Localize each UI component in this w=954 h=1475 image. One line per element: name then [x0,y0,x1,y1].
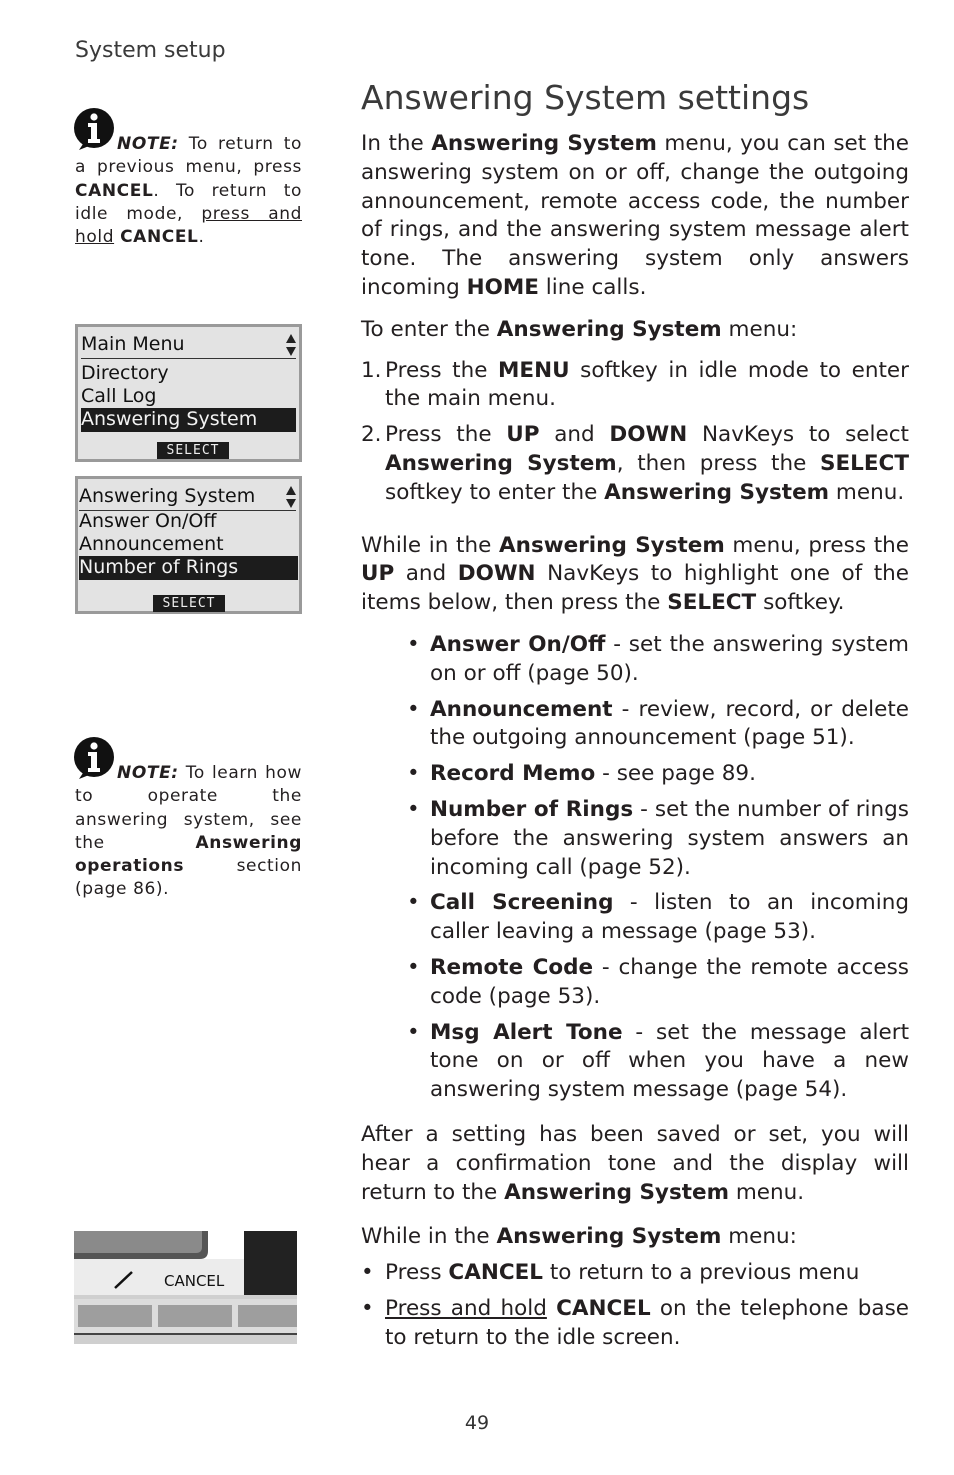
lcd-main-menu [75,324,302,462]
list-item: • Record Memo - see page 89. [407,761,756,787]
lcd-row: Directory [81,362,169,384]
lcd-row: Announcement [79,533,224,555]
lcd-title: Answering System [79,482,296,511]
list-item: • Call Screening - listen to an incoming caller leaving a message (page 53). [407,890,909,945]
lcd-row: Answer On/Off [79,510,217,532]
list-item: • Number of Rings - set the number of rings before the answering system answers an incoming call (page 52). [407,796,909,880]
step-item: 1. Press the MENU softkey in idle mode to enter the main menu. [361,357,909,412]
scroll-arrows-icon [286,334,296,356]
info-icon [73,107,115,151]
lcd-row-selected: Answering System [81,408,296,432]
main-content [361,130,909,1359]
lcd-row-selected: Number of Rings [79,556,298,580]
page-title: Answering System settings [361,78,810,117]
after-paragraph: After a setting has been saved or set, you will hear a confirmation tone and the display will return to the Answering System menu. [361,1121,909,1205]
enter-menu-paragraph: To enter the Answering System menu: [361,316,798,342]
note-answering-operations: NOTE: To learn how to operate the answering system, see the Answering operations section (page 86). [75,762,302,902]
cancel-softkey-label: CANCEL [164,1272,225,1290]
lcd-row: Call Log [81,385,157,407]
scroll-arrows-icon [286,486,296,508]
list-item: • Answer On/Off - set the answering system on or off (page 50). [407,631,910,686]
select-softkey: SELECT [157,442,229,459]
list-item: • Announcement - review, record, or delete the outgoing announcement (page 51). [407,696,909,751]
intro-paragraph: In the Answering System menu, you can set the answering system on or off, change the outgoing announcement, remote access code, the number of rings, and the answering system message alert tone. The answering system only answers incoming HOME line calls. [361,131,910,300]
lcd-answering-system [75,476,302,614]
cancel-list [361,1259,909,1352]
while-paragraph: While in the Answering System menu, press the UP and DOWN NavKeys to highlight one of the items below, then press the SELECT softkey. [361,532,909,616]
note-cancel: NOTE: To return to a previous menu, press CANCEL. To return to idle mode, press and hold CANCEL. [75,133,302,249]
list-item: • Press and hold CANCEL on the telephone base to return to the idle screen. [361,1295,909,1350]
step-item: 2. Press the UP and DOWN NavKeys to select Answering System, then press the SELECT softkey to enter the Answering System menu. [361,422,909,505]
section-label: System setup [75,38,226,63]
list-item: • Press CANCEL to return to a previous menu [361,1260,860,1286]
info-icon [73,736,115,780]
while-menu-paragraph: While in the Answering System menu: [361,1224,797,1250]
telephone-base-illustration [74,1231,297,1344]
list-item: • Msg Alert Tone - set the message alert tone on or off when you have a new answering system message (page 54). [407,1019,909,1103]
select-softkey: SELECT [153,595,225,612]
menu-items-list [361,631,909,1105]
list-item: • Remote Code - change the remote access code (page 53). [407,954,909,1009]
steps-list [361,357,909,508]
page-number: 49 [464,1412,490,1434]
lcd-title: Main Menu [81,330,296,359]
